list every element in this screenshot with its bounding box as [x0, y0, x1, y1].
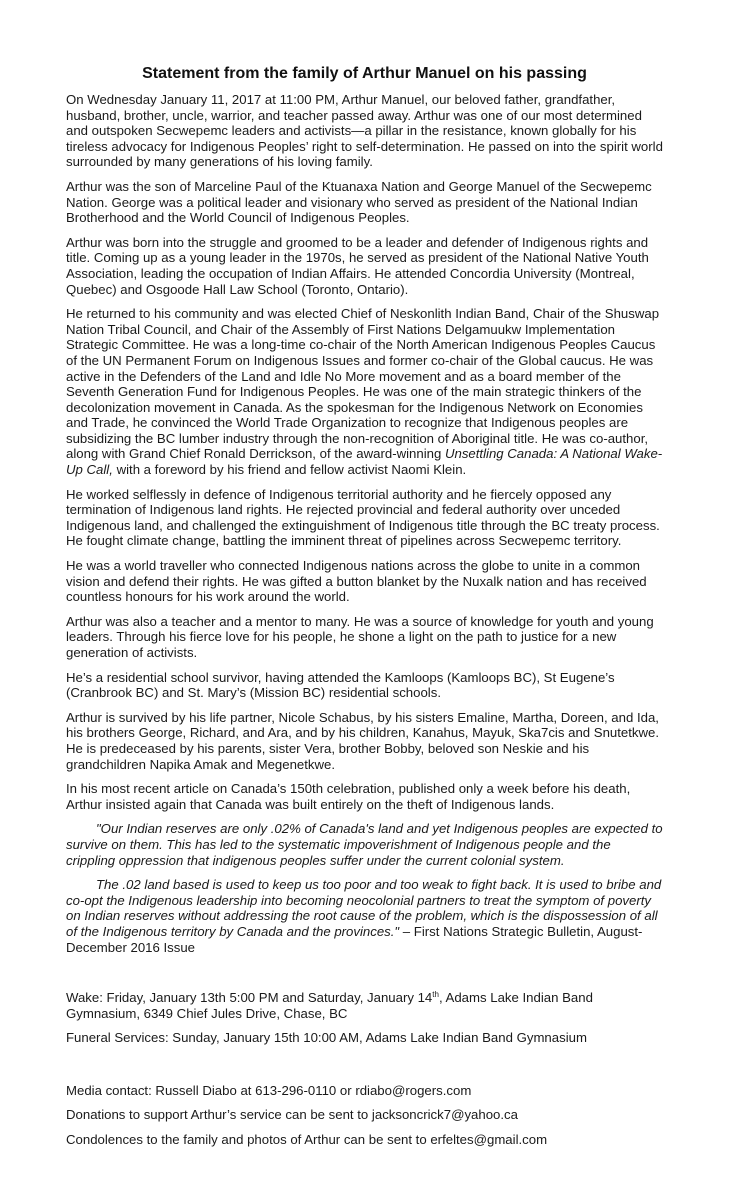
quote-land-based — [66, 877, 663, 955]
paragraph-world-traveller: He was a world traveller who connected Indigenous nations across the globe to unite in a common vision and defend their rights. He was gifted a button blanket by the Nuxalk nation and has received countless honours for his work around the world. — [66, 558, 647, 605]
quote-reserves — [66, 821, 663, 868]
paragraph-leadership — [66, 306, 663, 478]
condolences-info: Condolences to the family and photos of Arthur can be sent to erfeltes@gmail.com — [66, 1132, 548, 1148]
quote-source: – First Nations Strategic Bulletin, August-December 2016 Issue — [66, 923, 643, 955]
page-title: Statement from the family of Arthur Manuel on his passing — [142, 65, 587, 82]
paragraph-passing: On Wednesday January 11, 2017 at 11:00 PM, Arthur Manuel, our beloved father, grandfather, husband, brother, uncle, warrior, and teacher passed away. Arthur was one of our most determined and outspoken Secwepemc leaders and activists—a pillar in the resistance, known globally for his tireless advocacy for Indigenous Peoples’ right to self-determination. He passed on into the spirit world surrounded by many generations of his loving family. — [66, 92, 663, 170]
paragraph-recent-article: In his most recent article on Canada’s 150th celebration, published only a week before his death, Arthur insisted again that Canada was built entirely on the theft of Indigenous lands. — [66, 781, 631, 812]
paragraph-land-rights: He worked selflessly in defence of Indigenous territorial authority and he fiercely opposed any termination of Indigenous land rights. He rejected provincial and federal authority over unceded Indigenous land, and challenged the extinguishment of Indigenous title through the BC treaty process. He fought climate change, battling the imminent threat of pipelines across Secwepemc territory. — [66, 486, 660, 549]
section-spacer — [66, 964, 663, 990]
paragraph-survived-by: Arthur is survived by his life partner, Nicole Schabus, by his sisters Emaline, Martha, Doreen, and Ida, his brothers George, Richard, and Ara, and by his children, Kanahus, Mayuk, Ska7cis and Snutetkwe. He is predeceased by his parents, sister Vera, brother Bobby, beloved son Neskie and his grandchildren Napika Amak and Megenetkwe. — [66, 709, 660, 772]
leadership-text: He returned to his community and was elected Chief of Neskonlith Indian Band, Chair of the Shuswap Nation Tribal Council, and Chair of the Assembly of First Nations Delgamuukw Implementation Strategic Committee. He was a long-time co-chair of the North American Indigenous Peoples Caucus of the UN Permanent Forum on Indigenous Issues and former co-chair of the Global caucus. He was active in the Defenders of the Land and Idle No More movement and as a board member of the Seventh Generation Fund for Indigenous Peoples. He was one of the main strategic thinkers of the decolonization movement in Canada. As the spokesman for the Indigenous Network on Economies and Trade, he convinced the World Trade Organization to recognize that Indigenous peoples are subsidizing the BC lumber industry through the non-recognition of Aboriginal title. He was co-author, along with Grand Chief Ronald Derrickson, of the award-winning — [66, 306, 660, 462]
book-title: Unsettling Canada: A National Wake-Up Call, — [66, 446, 663, 478]
section-spacer — [66, 1055, 663, 1083]
media-contact: Media contact: Russell Diabo at 613-296-0110 or rdiabo@rogers.com — [66, 1082, 472, 1098]
funeral-details: Funeral Services: Sunday, January 15th 10:00 AM, Adams Lake Indian Band Gymnasium — [66, 1030, 587, 1046]
leadership-text-end: with a foreword by his friend and fellow activist Naomi Klein. — [112, 462, 467, 478]
paragraph-residential-schools: He’s a residential school survivor, having attended the Kamloops (Kamloops BC), St Eugene’s (Cranbrook BC) and St. Mary’s (Mission BC) residential schools. — [66, 669, 615, 701]
quote-reserves-text: "Our Indian reserves are only .02% of Canada's land and yet Indigenous peoples are expected to survive on them. This has led to the systematic impoverishment of Indigenous people and the crippling oppression that indigenous peoples suffer under the current colonial system. — [66, 821, 663, 868]
paragraph-parents: Arthur was the son of Marceline Paul of the Ktuanaxa Nation and George Manuel of the Secwepemc Nation. George was a political leader and visionary who served as president of the National Indian Brotherhood and the World Council of Indigenous Peoples. — [66, 178, 652, 226]
donations-info: Donations to support Arthur’s service can be sent to jacksoncrick7@yahoo.ca — [66, 1107, 518, 1123]
quote-land-based-text: The .02 land based is used to keep us too poor and too weak to fight back. It is used to bribe and co-opt the Indigenous leadership into becoming neocolonial partners to treat the symptom of poverty on Indian reserves without addressing the root cause of the problem, which is the dispossession of all of the Indigenous territory by Canada and the provinces." — [66, 877, 662, 939]
paragraph-early-life: Arthur was born into the struggle and groomed to be a leader and defender of Indigenous rights and title. Coming up as a young leader in the 1970s, he served as president of the National Native Youth Association, leading the occupation of Indian Affairs. He attended Concordia University (Montreal, Quebec) and Osgoode Hall Law School (Toronto, Ontario). — [66, 234, 649, 297]
wake-details — [66, 990, 663, 1021]
wake-location: , Adams Lake Indian Band Gymnasium, 6349 Chief Jules Drive, Chase, BC — [66, 990, 593, 1021]
wake-superscript: th — [432, 990, 439, 1000]
paragraph-teacher: Arthur was also a teacher and a mentor to many. He was a source of knowledge for youth and young leaders. Through his fierce love for his people, he shone a light on the path to justice for a new generation of activists. — [66, 613, 654, 660]
wake-text: Wake: Friday, January 13th 5:00 PM and Saturday, January 14 — [66, 990, 433, 1006]
